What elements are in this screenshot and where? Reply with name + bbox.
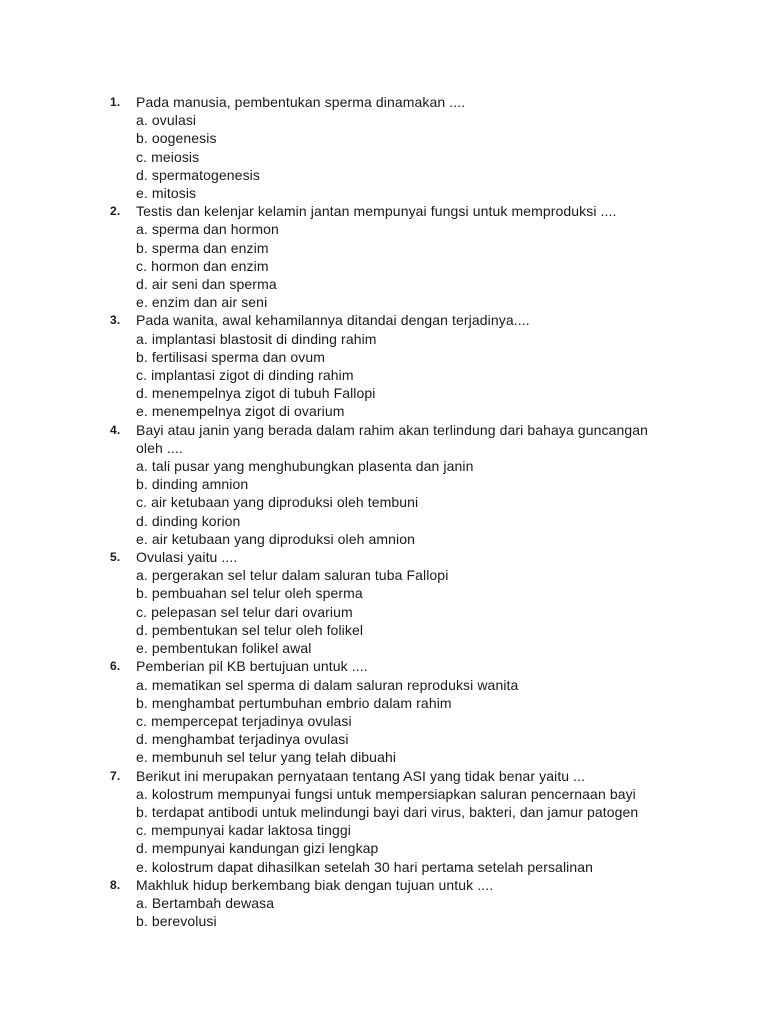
answer-option: a. pergerakan sel telur dalam saluran tuba Fallopi — [136, 567, 449, 584]
answer-option: b. dinding amnion — [136, 476, 249, 493]
answer-option: a. tali pusar yang menghubungkan plasenta dan janin — [136, 458, 474, 475]
answer-option: e. enzim dan air seni — [136, 294, 268, 311]
answer-option: b. fertilisasi sperma dan ovum — [136, 348, 325, 365]
question-4 — [0, 421, 768, 548]
question-1 — [0, 93, 768, 202]
answer-option: c. mempunyai kadar laktosa tinggi — [136, 822, 351, 839]
question-8 — [0, 876, 768, 931]
question-number: 2. — [110, 204, 121, 219]
answer-option: a. sperma dan hormon — [136, 221, 279, 238]
answer-option: e. mitosis — [136, 185, 197, 202]
answer-option: e. membunuh sel telur yang telah dibuahi — [136, 749, 397, 766]
answer-option: c. meiosis — [136, 148, 200, 165]
answer-option: d. mempunyai kandungan gizi lengkap — [136, 840, 379, 857]
answer-option: b. terdapat antibodi untuk melindungi bayi dari virus, bakteri, dan jamur patogen — [136, 803, 639, 820]
answer-option: c. pelepasan sel telur dari ovarium — [136, 603, 353, 620]
answer-option: b. oogenesis — [136, 130, 217, 147]
answer-option: e. kolostrum dapat dihasilkan setelah 30 hari pertama setelah persalinan — [136, 858, 594, 875]
answer-option: b. menghambat pertumbuhan embrio dalam rahim — [136, 694, 452, 711]
answer-option: e. menempelnya zigot di ovarium — [136, 403, 345, 420]
question-text: Pada wanita, awal kehamilannya ditandai dengan terjadinya.... — [136, 312, 530, 329]
answer-option: c. hormon dan enzim — [136, 257, 269, 274]
answer-option: a. Bertambah dewasa — [136, 894, 275, 911]
question-6 — [0, 657, 768, 766]
question-number: 4. — [110, 422, 121, 437]
answer-option: d. menghambat terjadinya ovulasi — [136, 731, 349, 748]
answer-option: c. implantasi zigot di dinding rahim — [136, 367, 354, 384]
question-number: 5. — [110, 550, 121, 565]
answer-option: a. ovulasi — [136, 112, 197, 129]
question-text: Makhluk hidup berkembang biak dengan tujuan untuk .... — [136, 876, 494, 893]
question-3 — [0, 311, 768, 420]
question-number: 7. — [110, 768, 121, 783]
question-list — [0, 93, 768, 930]
question-number: 3. — [110, 313, 121, 328]
answer-option: d. dinding korion — [136, 512, 241, 529]
answer-option: d. air seni dan sperma — [136, 276, 277, 293]
question-number: 1. — [110, 95, 121, 109]
answer-option: e. pembentukan folikel awal — [136, 640, 312, 657]
question-number: 6. — [110, 659, 121, 674]
answer-option: a. kolostrum mempunyai fungsi untuk mempersiapkan saluran pencernaan bayi — [136, 785, 636, 802]
answer-option: a. mematikan sel sperma di dalam saluran reproduksi wanita — [136, 676, 519, 693]
answer-option: d. menempelnya zigot di tubuh Fallopi — [136, 385, 376, 402]
answer-option: d. spermatogenesis — [136, 166, 260, 183]
question-5 — [0, 548, 768, 657]
answer-option: b. berevolusi — [136, 913, 217, 930]
question-text: Berikut ini merupakan pernyataan tentang ASI yang tidak benar yaitu ... — [136, 767, 586, 784]
answer-option: b. pembuahan sel telur oleh sperma — [136, 585, 363, 602]
answer-option: c. air ketubaan yang diproduksi oleh tembuni — [136, 494, 419, 511]
question-text: Bayi atau janin yang berada dalam rahim akan terlindung dari bahaya guncangan oleh .... — [136, 421, 649, 456]
question-text: Pada manusia, pembentukan sperma dinamakan .... — [136, 94, 466, 110]
answer-option: b. sperma dan enzim — [136, 239, 269, 256]
question-7 — [0, 767, 768, 876]
answer-option: d. pembentukan sel telur oleh folikel — [136, 621, 364, 638]
question-number: 8. — [110, 877, 121, 892]
answer-option: c. mempercepat terjadinya ovulasi — [136, 712, 352, 729]
question-2 — [0, 202, 768, 311]
answer-option: a. implantasi blastosit di dinding rahim — [136, 330, 377, 347]
question-text: Pemberian pil KB bertujuan untuk .... — [136, 658, 368, 675]
question-text: Ovulasi yaitu .... — [136, 549, 238, 566]
answer-option: e. air ketubaan yang diproduksi oleh amnion — [136, 530, 416, 547]
question-text: Testis dan kelenjar kelamin jantan mempunyai fungsi untuk memproduksi .... — [136, 203, 617, 220]
